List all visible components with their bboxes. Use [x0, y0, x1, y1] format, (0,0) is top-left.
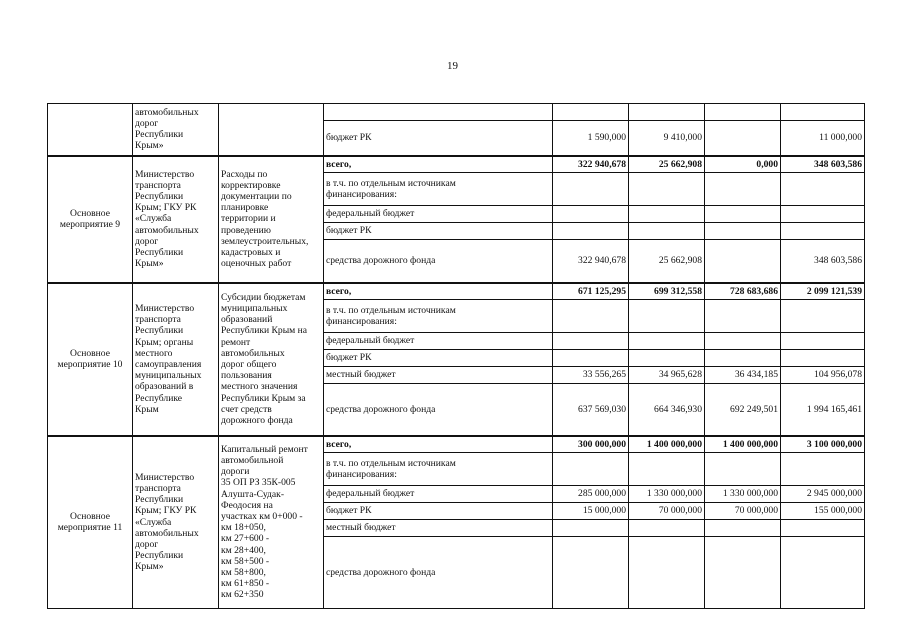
event-label: Основное мероприятие 9: [59, 207, 121, 230]
value-cell: [705, 300, 781, 333]
budget-table: [47, 103, 865, 609]
value-cell: 34 965,628: [629, 367, 705, 384]
value-cell: [629, 350, 705, 367]
value-cell: 1 400 000,000: [705, 436, 781, 453]
measure-name-cell: [219, 283, 324, 436]
executor-cell: [133, 283, 219, 436]
source-text: в т.ч. по отдельным источникам финансирования:: [326, 177, 456, 200]
value-cell: [629, 453, 705, 486]
table-row: [48, 104, 865, 121]
value-cell: 70 000,000: [705, 503, 781, 520]
value-cell: 728 683,686: [705, 283, 781, 300]
value-cell: 637 569,030: [553, 384, 629, 436]
total-cell: 11 000,000: [781, 121, 865, 156]
value-cell: 25 662,908: [629, 156, 705, 173]
value-cell: 664 346,930: [629, 384, 705, 436]
value-cell: 322 940,678: [553, 156, 629, 173]
value-cell: 36 434,185: [705, 367, 781, 384]
source-text: в т.ч. по отдельным источникам финансирования:: [326, 304, 456, 327]
source-text: в т.ч. по отдельным источникам финансирования:: [326, 457, 456, 480]
table-row: [48, 436, 865, 453]
source-cell: местный бюджет: [324, 520, 553, 537]
source-cell: федеральный бюджет: [324, 486, 553, 503]
total-cell: 1 994 165,461: [781, 384, 865, 436]
value-cell: [705, 537, 781, 609]
event-cell: [48, 156, 133, 283]
event-label: Основное мероприятие 11: [57, 511, 123, 534]
value-cell: [705, 223, 781, 240]
value-cell: 692 249,501: [705, 384, 781, 436]
value-cell: [629, 537, 705, 609]
value-cell: [629, 104, 705, 121]
measure-name-text: Субсидии бюджетам муниципальных образований Республики Крым на ремонт автомобильных дорог общего пользования местного значения Республики Крым за счет средств дорожного фонда: [221, 291, 308, 427]
source-cell: бюджет РК: [324, 121, 553, 156]
event-label: Основное мероприятие 10: [57, 347, 123, 370]
value-cell: 1 330 000,000: [629, 486, 705, 503]
value-cell: [629, 173, 705, 206]
value-cell: [553, 520, 629, 537]
source-cell: [324, 104, 553, 121]
value-cell: [553, 537, 629, 609]
source-cell: [324, 173, 553, 206]
measure-name-cell: [219, 436, 324, 609]
table-row: [48, 156, 865, 173]
value-cell: 33 556,265: [553, 367, 629, 384]
value-cell: [705, 520, 781, 537]
value-cell: 322 940,678: [553, 240, 629, 283]
value-cell: [705, 104, 781, 121]
executor-cell: [133, 156, 219, 283]
event-cell: [48, 104, 133, 156]
total-cell: 3 100 000,000: [781, 436, 865, 453]
executor-text: Министерство транспорта Республики Крым; ГКУ РК «Служба автомобильных дорог Республики Крым»: [135, 471, 199, 573]
total-cell: 2 099 121,539: [781, 283, 865, 300]
value-cell: [705, 350, 781, 367]
value-cell: [629, 300, 705, 333]
value-cell: 671 125,295: [553, 283, 629, 300]
source-cell: всего,: [324, 156, 553, 173]
total-cell: 348 603,586: [781, 240, 865, 283]
executor-cell: [133, 104, 219, 156]
total-cell: 348 603,586: [781, 156, 865, 173]
measure-name-cell: [219, 156, 324, 283]
value-cell: [629, 223, 705, 240]
measure-name-cell: [219, 104, 324, 156]
value-cell: [553, 333, 629, 350]
source-cell: бюджет РК: [324, 350, 553, 367]
total-cell: [781, 333, 865, 350]
total-cell: [781, 453, 865, 486]
value-cell: [629, 520, 705, 537]
value-cell: 25 662,908: [629, 240, 705, 283]
event-cell: [48, 283, 133, 436]
value-cell: [705, 173, 781, 206]
value-cell: [553, 453, 629, 486]
executor-text: Министерство транспорта Республики Крым; ГКУ РК «Служба автомобильных дорог Республики Крым»: [135, 168, 199, 270]
source-cell: средства дорожного фонда: [324, 240, 553, 283]
total-cell: [781, 206, 865, 223]
total-cell: [781, 537, 865, 609]
source-cell: всего,: [324, 283, 553, 300]
source-cell: федеральный бюджет: [324, 206, 553, 223]
source-cell: средства дорожного фонда: [324, 384, 553, 436]
table-row: [48, 283, 865, 300]
total-cell: [781, 173, 865, 206]
value-cell: [629, 206, 705, 223]
executor-text: автомобильных дорог Республики Крым»: [135, 106, 199, 152]
event-cell: [48, 436, 133, 609]
source-cell: бюджет РК: [324, 503, 553, 520]
value-cell: [705, 453, 781, 486]
value-cell: [553, 104, 629, 121]
measure-name-text: Капитальный ремонт автомобильной дороги 35 ОП РЗ 35К-005 Алушта-Судак- Феодосия на участках км 0+000 - км 18+050, км 27+600 - км 28+400, км 58+500 - км 58+800, км 61+850 - км 62+350: [221, 443, 308, 601]
total-cell: [781, 300, 865, 333]
value-cell: 300 000,000: [553, 436, 629, 453]
total-cell: 155 000,000: [781, 503, 865, 520]
value-cell: [553, 350, 629, 367]
source-cell: федеральный бюджет: [324, 333, 553, 350]
total-cell: [781, 223, 865, 240]
value-cell: [705, 206, 781, 223]
value-cell: 15 000,000: [553, 503, 629, 520]
value-cell: [705, 333, 781, 350]
value-cell: [553, 206, 629, 223]
source-cell: бюджет РК: [324, 223, 553, 240]
source-cell: [324, 300, 553, 333]
executor-cell: [133, 436, 219, 609]
total-cell: 104 956,078: [781, 367, 865, 384]
value-cell: 699 312,558: [629, 283, 705, 300]
value-cell: 285 000,000: [553, 486, 629, 503]
value-cell: [705, 240, 781, 283]
value-cell: [553, 223, 629, 240]
value-cell: 9 410,000: [629, 121, 705, 156]
value-cell: [629, 333, 705, 350]
total-cell: 2 945 000,000: [781, 486, 865, 503]
source-cell: средства дорожного фонда: [324, 537, 553, 609]
source-cell: [324, 453, 553, 486]
value-cell: 1 590,000: [553, 121, 629, 156]
source-cell: всего,: [324, 436, 553, 453]
source-cell: местный бюджет: [324, 367, 553, 384]
value-cell: 70 000,000: [629, 503, 705, 520]
value-cell: [553, 173, 629, 206]
total-cell: [781, 104, 865, 121]
value-cell: [705, 121, 781, 156]
value-cell: 1 400 000,000: [629, 436, 705, 453]
page-number: 19: [447, 60, 458, 72]
total-cell: [781, 350, 865, 367]
value-cell: [553, 300, 629, 333]
value-cell: 0,000: [705, 156, 781, 173]
value-cell: 1 330 000,000: [705, 486, 781, 503]
total-cell: [781, 520, 865, 537]
measure-name-text: Расходы по корректировке документации по планировке территории и проведению землеустроительных, кадастровых и оценочных работ: [221, 168, 309, 270]
executor-text: Министерство транспорта Республики Крым; органы местного самоуправления муниципальных образований в Республике Крым: [135, 302, 202, 415]
